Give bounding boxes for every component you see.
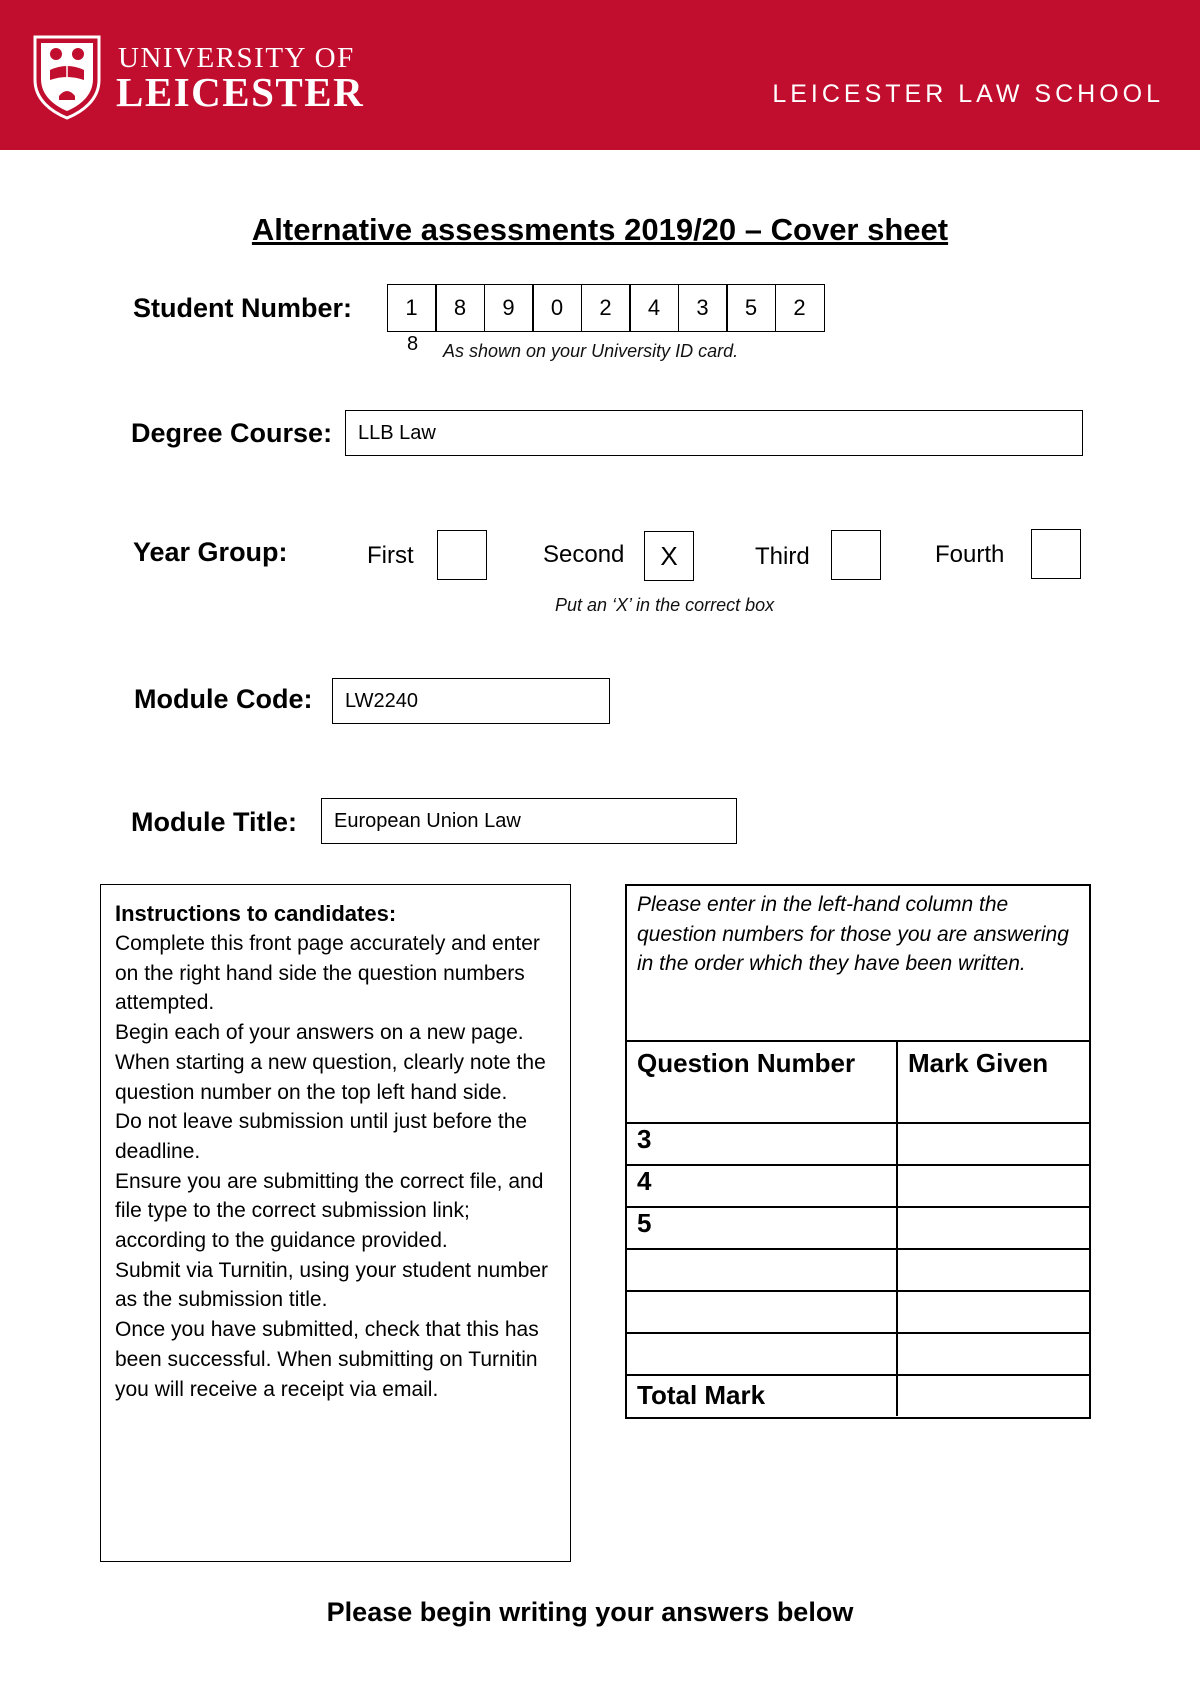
question-number-cell[interactable] bbox=[627, 1291, 897, 1333]
mark-given-cell[interactable] bbox=[897, 1291, 1089, 1333]
mark-given-cell[interactable] bbox=[897, 1333, 1089, 1375]
total-mark-cell[interactable] bbox=[897, 1375, 1089, 1416]
footer-instruction: Please begin writing your answers below bbox=[326, 1597, 854, 1627]
school-name: LEICESTER LAW SCHOOL bbox=[772, 80, 1164, 108]
student-number-note: As shown on your University ID card. bbox=[443, 341, 739, 361]
year-option-first-label: First bbox=[367, 542, 414, 569]
year-fourth-checkbox[interactable] bbox=[1031, 529, 1081, 579]
module-title-field[interactable]: European Union Law bbox=[321, 798, 737, 844]
student-number-digit[interactable]: 4 bbox=[629, 284, 679, 332]
year-first-checkbox[interactable] bbox=[437, 530, 487, 580]
instruction-paragraph: Begin each of your answers on a new page. When starting a new question, clearly note the question number on the top left hand side. bbox=[115, 1021, 546, 1104]
table-row bbox=[627, 1165, 1089, 1207]
instruction-paragraph: Submit via Turnitin, using your student number as the submission title. bbox=[115, 1258, 549, 1312]
header-banner bbox=[0, 0, 1200, 150]
module-code-field[interactable]: LW2240 bbox=[332, 678, 610, 724]
instructions-box bbox=[100, 884, 571, 1562]
table-row bbox=[627, 1123, 1089, 1165]
student-number-digit[interactable]: 9 bbox=[484, 284, 534, 332]
instructions-heading: Instructions to candidates: bbox=[115, 901, 397, 926]
module-code-label: Module Code: bbox=[134, 684, 313, 714]
question-table bbox=[627, 1040, 1089, 1416]
table-row bbox=[627, 1291, 1089, 1333]
table-row bbox=[627, 1249, 1089, 1291]
student-number-digit[interactable]: 0 bbox=[532, 284, 582, 332]
column-header-mark: Mark Given bbox=[897, 1041, 1089, 1123]
table-header-row bbox=[627, 1041, 1089, 1123]
question-box bbox=[625, 884, 1091, 1419]
instruction-paragraph: Once you have submitted, check that this has been successful. When submitting on Turnitin you will receive a receipt via email. bbox=[115, 1318, 539, 1401]
mark-given-cell[interactable] bbox=[897, 1165, 1089, 1207]
instruction-paragraph: Do not leave submission until just before the deadline. bbox=[115, 1110, 528, 1163]
degree-course-field[interactable]: LLB Law bbox=[345, 410, 1083, 456]
student-number-label: Student Number: bbox=[133, 293, 352, 323]
module-title-label: Module Title: bbox=[131, 807, 297, 837]
student-number-digit[interactable]: 2 bbox=[581, 284, 631, 332]
question-number-cell[interactable]: 3 bbox=[627, 1123, 897, 1165]
column-header-question: Question Number bbox=[627, 1041, 897, 1123]
question-number-cell[interactable] bbox=[627, 1249, 897, 1291]
table-row bbox=[627, 1333, 1089, 1375]
student-number-overflow-digit: 8 bbox=[407, 333, 419, 355]
year-second-checkbox[interactable]: X bbox=[644, 531, 694, 581]
year-option-third-label: Third bbox=[755, 543, 810, 570]
year-group-note: Put an ‘X’ in the correct box bbox=[555, 595, 775, 615]
year-group-label: Year Group: bbox=[133, 537, 288, 567]
degree-course-label: Degree Course: bbox=[131, 418, 333, 448]
student-number-boxes bbox=[388, 284, 825, 332]
university-name-line2: LEICESTER bbox=[116, 69, 365, 115]
student-number-digit[interactable]: 5 bbox=[726, 284, 776, 332]
question-number-cell[interactable]: 5 bbox=[627, 1207, 897, 1249]
student-number-digit[interactable]: 1 bbox=[387, 284, 437, 332]
mark-given-cell[interactable] bbox=[897, 1207, 1089, 1249]
total-row bbox=[627, 1375, 1089, 1416]
instruction-paragraph: Ensure you are submitting the correct file, and file type to the correct submission link; according to the guidance provided. bbox=[115, 1169, 544, 1253]
university-name-line1: UNIVERSITY OF bbox=[118, 42, 355, 74]
page-title: Alternative assessments 2019/20 – Cover sheet bbox=[251, 212, 949, 247]
mark-given-cell[interactable] bbox=[897, 1123, 1089, 1165]
question-intro: Please enter in the left-hand column the question numbers for those you are answering in the order which they have been written. bbox=[637, 893, 1069, 975]
student-number-digit[interactable]: 3 bbox=[678, 284, 728, 332]
university-crest-icon bbox=[32, 34, 102, 120]
mark-given-cell[interactable] bbox=[897, 1249, 1089, 1291]
year-option-second-label: Second bbox=[543, 541, 625, 568]
student-number-digit[interactable]: 8 bbox=[435, 284, 485, 332]
year-third-checkbox[interactable] bbox=[831, 530, 881, 580]
instruction-paragraph: Complete this front page accurately and enter on the right hand side the question numbers attempted. bbox=[115, 932, 540, 1015]
year-option-fourth-label: Fourth bbox=[935, 541, 1005, 568]
total-mark-label: Total Mark bbox=[627, 1375, 897, 1416]
student-number-digit[interactable]: 2 bbox=[775, 284, 825, 332]
question-number-cell[interactable] bbox=[627, 1333, 897, 1375]
table-row bbox=[627, 1207, 1089, 1249]
question-number-cell[interactable]: 4 bbox=[627, 1165, 897, 1207]
